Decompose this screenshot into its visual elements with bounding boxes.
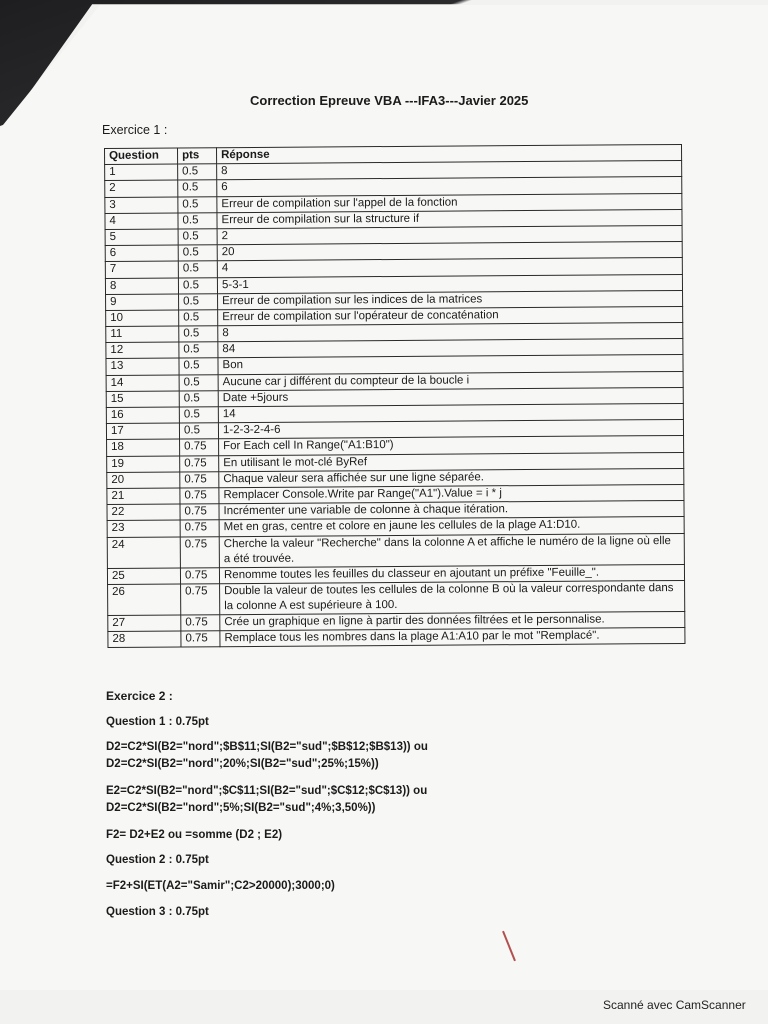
- formula-d2-block: [106, 739, 428, 773]
- question-number: 22: [107, 504, 180, 521]
- question-number: 26: [108, 584, 181, 616]
- question-number: 3: [105, 197, 178, 214]
- question-answer: Aucune car j différent du compteur de la boucle i: [218, 371, 683, 390]
- camscanner-watermark: Scanné avec CamScanner: [603, 998, 746, 1012]
- question-points: 0.5: [178, 261, 217, 277]
- question-answer: 4: [217, 258, 682, 277]
- question-answer: Cherche la valeur "Recherche" dans la colonne A et affiche le numéro de la ligne où elle a été trouvée.: [219, 533, 684, 567]
- question-answer: 14: [218, 403, 683, 422]
- question-answer: 8: [217, 161, 682, 180]
- question-number: 15: [106, 391, 179, 408]
- question-points: 0.5: [179, 391, 218, 407]
- formula-q2: =F2+SI(ET(A2="Samir";C2>20000);3000;0): [106, 880, 335, 892]
- question-number: 19: [107, 456, 180, 473]
- question-points: 0.75: [180, 488, 219, 504]
- question-answer: 2: [217, 225, 682, 244]
- question-points: 0.5: [179, 358, 218, 374]
- formula-e2-b: D2=C2*SI(B2="nord";5%;SI(B2="sud";4%;3,50%)): [106, 802, 376, 814]
- question-answer: 20: [217, 242, 682, 261]
- question-answer: Erreur de compilation sur l'appel de la fonction: [217, 193, 682, 212]
- question-points: 0.75: [180, 567, 219, 583]
- question-number: 9: [106, 294, 179, 311]
- pen-mark: [502, 931, 516, 961]
- question-number: 5: [105, 229, 178, 246]
- question-answer: Remplace tous les nombres dans la plage A1:A10 par le mot "Remplacé".: [220, 627, 685, 646]
- question-number: 11: [106, 326, 179, 343]
- question-points: 0.5: [179, 342, 218, 358]
- question1-label: Question 1 : 0.75pt: [106, 716, 209, 728]
- question-number: 23: [107, 520, 180, 537]
- question-points: 0.5: [179, 293, 218, 309]
- question-number: 18: [107, 439, 180, 456]
- table-row: [107, 533, 684, 568]
- formula-d2-a: D2=C2*SI(B2="nord";$B$11;SI(B2="sud";$B$12;$B$13)) ou: [106, 741, 428, 753]
- question-points: 0.5: [179, 374, 218, 390]
- question-points: 0.5: [179, 423, 218, 439]
- question-answer: 84: [218, 339, 683, 358]
- question-points: 0.5: [179, 326, 218, 342]
- question-number: 4: [105, 213, 178, 230]
- formula-e2-a: E2=C2*SI(B2="nord";$C$11;SI(B2="sud";$C$12;$C$13)) ou: [106, 785, 428, 797]
- question-points: 0.5: [178, 277, 217, 293]
- question-answer: Remplacer Console.Write par Range("A1").Value = i * j: [219, 484, 684, 503]
- question-points: 0.75: [180, 439, 219, 455]
- question-points: 0.5: [178, 245, 217, 261]
- question-points: 0.5: [179, 310, 218, 326]
- question-number: 13: [106, 358, 179, 375]
- question-points: 0.75: [181, 614, 220, 630]
- question-answer: Bon: [218, 355, 683, 374]
- question-number: 17: [106, 423, 179, 440]
- question-points: 0.75: [180, 504, 219, 520]
- question-answer: Erreur de compilation sur l'opérateur de concaténation: [218, 306, 683, 325]
- question-number: 24: [107, 536, 180, 568]
- question2-label: Question 2 : 0.75pt: [106, 854, 209, 866]
- question-number: 7: [105, 261, 178, 278]
- question-number: 8: [105, 277, 178, 294]
- formula-e2-block: [106, 783, 427, 817]
- question-answer: Double la valeur de toutes les cellules de la colonne B où la valeur correspondante dans la colonne A est supérieure à 100.: [220, 580, 685, 614]
- question-points: 0.5: [178, 196, 217, 212]
- question-answer: Met en gras, centre et colore en jaune les cellules de la plage A1:D10.: [219, 517, 684, 536]
- header-reponse: Réponse: [217, 144, 682, 163]
- question-answer: Date +5jours: [218, 387, 683, 406]
- page-title: Correction Epreuve VBA ---IFA3---Javier 2025: [250, 93, 529, 108]
- question-answer: Erreur de compilation sur les indices de la matrices: [218, 290, 683, 309]
- question-number: 10: [106, 310, 179, 327]
- question-points: 0.5: [178, 229, 217, 245]
- question-answer: 6: [217, 177, 682, 196]
- question-answer: Renomme toutes les feuilles du classeur en ajoutant un préfixe "Feuille_".: [219, 564, 684, 583]
- question-points: 0.75: [180, 471, 219, 487]
- question-points: 0.75: [180, 455, 219, 471]
- question-points: 0.5: [178, 180, 217, 196]
- question-answer: En utilisant le mot-clé ByRef: [219, 452, 684, 471]
- question-number: 28: [108, 631, 181, 648]
- question-number: 14: [106, 375, 179, 392]
- exercise1-label: Exercice 1 :: [102, 123, 168, 137]
- question3-label: Question 3 : 0.75pt: [106, 906, 209, 918]
- question-number: 16: [106, 407, 179, 424]
- question-answer: Erreur de compilation sur la structure if: [217, 209, 682, 228]
- question-points: 0.5: [179, 407, 218, 423]
- question-points: 0.75: [180, 536, 219, 567]
- question-points: 0.75: [181, 583, 220, 614]
- table-row: [108, 580, 685, 615]
- question-answer: 8: [218, 323, 683, 342]
- question-answer: 5-3-1: [217, 274, 682, 293]
- question-number: 2: [105, 180, 178, 197]
- exercise2-label: Exercice 2 :: [106, 689, 173, 703]
- question-points: 0.75: [180, 520, 219, 536]
- question-answer: 1-2-3-2-4-6: [218, 420, 683, 439]
- answers-body: [105, 161, 685, 648]
- formula-d2-b: D2=C2*SI(B2="nord";20%;SI(B2="sud";25%;15%)): [106, 758, 379, 770]
- header-question: Question: [105, 148, 178, 165]
- answers-table: [104, 144, 685, 648]
- formula-f2: F2= D2+E2 ou =somme (D2 ; E2): [106, 829, 283, 841]
- question-answer: Chaque valeur sera affichée sur une ligne séparée.: [219, 468, 684, 487]
- question-number: 20: [107, 472, 180, 489]
- question-number: 1: [105, 164, 178, 181]
- question-answer: Incrémenter une variable de colonne à chaque itération.: [219, 501, 684, 520]
- question-number: 21: [107, 488, 180, 505]
- table-row: [108, 627, 685, 647]
- question-points: 0.5: [178, 212, 217, 228]
- question-points: 0.75: [181, 631, 220, 647]
- question-points: 0.5: [178, 164, 217, 180]
- header-pts: pts: [178, 148, 217, 164]
- question-answer: Crée un graphique en ligne à partir des données filtrées et le personnalise.: [220, 611, 685, 630]
- question-number: 6: [105, 245, 178, 262]
- question-number: 25: [107, 567, 180, 584]
- question-number: 27: [108, 615, 181, 632]
- question-answer: For Each cell In Range("A1:B10"): [219, 436, 684, 455]
- question-number: 12: [106, 342, 179, 359]
